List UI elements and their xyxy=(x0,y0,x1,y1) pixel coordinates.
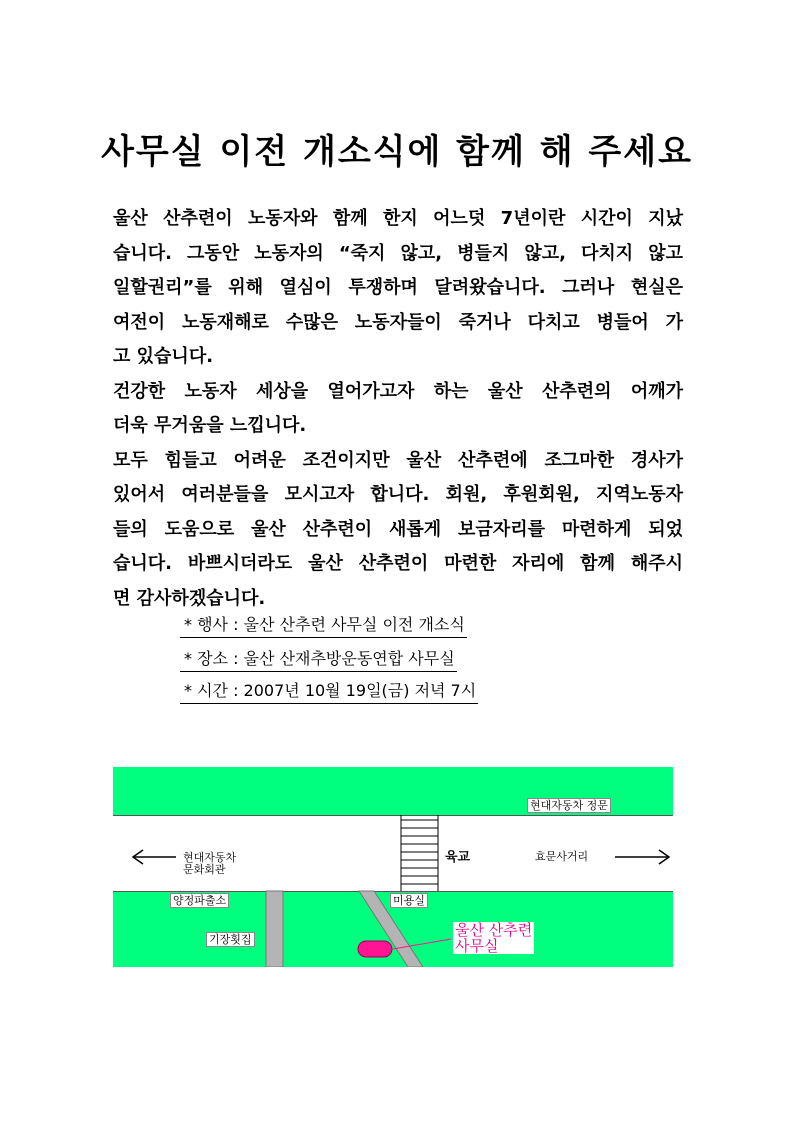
paragraph-line: 모두 힘들고 어려운 조건이지만 울산 산추련에 조그마한 경사가 xyxy=(113,449,683,471)
arrow-right-icon xyxy=(615,850,669,864)
label-footbridge: 육교 xyxy=(445,850,471,865)
invitation-paragraph xyxy=(113,202,683,616)
paragraph-line: 고 있습니다. xyxy=(113,346,214,367)
paragraph-line: 습니다. 바쁘시더라도 울산 산추련이 마련한 자리에 함께 해주시 xyxy=(113,553,683,574)
label-office xyxy=(453,922,534,954)
label-hyundai-main-gate: 현대자동차 정문 xyxy=(527,798,611,813)
label-beauty-salon: 미용실 xyxy=(390,893,428,908)
paragraph-line: 있어서 여러분들을 모시고자 합니다. 회원, 후원회원, 지역노동자 xyxy=(113,484,683,505)
event-info-place: * 장소 : 울산 산재추방운동연합 사무실 xyxy=(180,646,457,672)
location-map xyxy=(113,767,673,967)
arrow-left-icon xyxy=(133,850,176,864)
label-gijang-restaurant: 기장횟집 xyxy=(206,932,255,947)
label-hyomun-junction: 효문사거리 xyxy=(535,850,589,863)
event-info-time: * 시간 : 2007년 10월 19일(금) 저녁 7시 xyxy=(180,678,478,704)
paragraph-line: 건강한 노동자 세상을 열어가고자 하는 울산 산추련의 어깨가 xyxy=(113,380,683,402)
page-title: 사무실 이전 개소식에 함께 해 주세요 xyxy=(101,132,693,172)
label-hyundai-culture-hall-1: 현대자동차 xyxy=(183,851,237,864)
footbridge-stairs xyxy=(401,815,438,891)
paragraph-line: 일할권리”를 위해 열심이 투쟁하며 달려왔습니다. 그러나 현실은 xyxy=(113,277,683,298)
paragraph-line: 여전이 노동재해로 수많은 노동자들이 죽거나 다치고 병들어 가 xyxy=(113,311,683,333)
paragraph-line: 습니다. 그동안 노동자의 “죽지 않고, 병들지 않고, 다치지 않고 xyxy=(113,242,683,264)
label-hyundai-culture-hall-2: 문화회관 xyxy=(183,863,226,876)
event-info-event: * 행사 : 울산 산추련 사무실 이전 개소식 xyxy=(180,612,467,638)
paragraph-line: 더욱 무거움을 느낍니다. xyxy=(113,415,307,436)
label-office-line1: 울산 산추련 xyxy=(455,921,533,939)
label-office-line2: 사무실 xyxy=(455,937,499,955)
paragraph-line: 들의 도움으로 울산 산추련이 새롭게 보금자리를 마련하게 되었 xyxy=(113,518,683,540)
office-marker xyxy=(358,941,392,957)
side-street xyxy=(266,891,283,967)
paragraph-line: 울산 산추련이 노동자와 함께 한지 어느덧 7년이란 시간이 지났 xyxy=(113,208,683,229)
paragraph-line: 면 감사하겠습니다. xyxy=(113,587,266,609)
label-yangjeong-police-box: 양정파출소 xyxy=(170,893,229,908)
